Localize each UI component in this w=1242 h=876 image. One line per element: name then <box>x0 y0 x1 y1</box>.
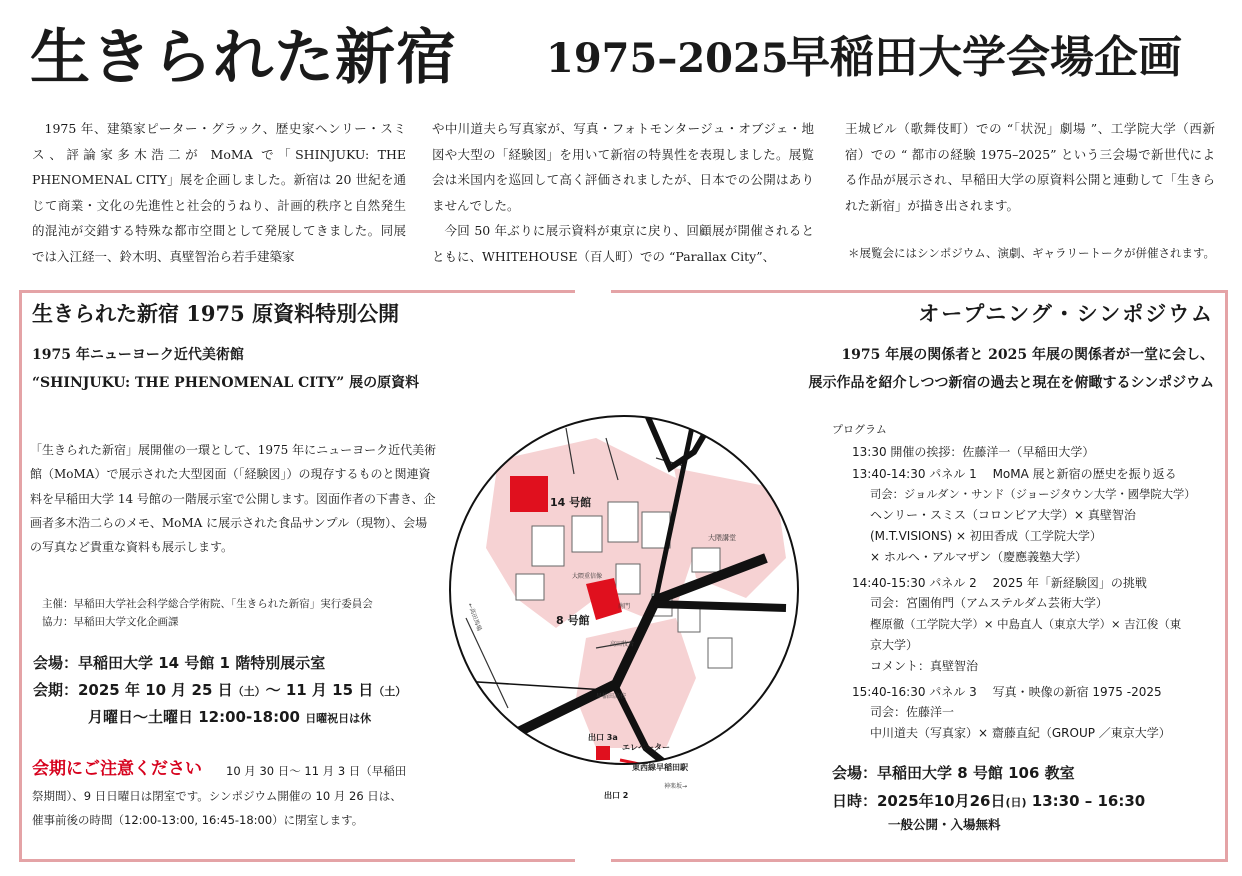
label-high-school: 早稲田高校 <box>596 693 627 700</box>
period-start: 会期：2025 年 10 月 25 日 <box>33 681 233 699</box>
admission-note: 一般公開・入場無料 <box>888 817 1001 832</box>
label-south-gate: 南門 <box>618 603 631 610</box>
program-item: 京大学） <box>870 638 919 652</box>
credit-cooperation: 協力：早稲田大学文化企画課 <box>42 616 179 628</box>
title-organization: 早稲田大学会場企画 <box>786 32 1182 83</box>
date-day: (日) <box>1005 796 1027 809</box>
label-okuma-hall: 大隈講堂 <box>708 534 736 542</box>
program-item: × ホルヘ・アルマザン（慶應義塾大学） <box>870 550 1088 564</box>
caution-text: 祭期間）、9 日日曜日は閉室です。シンポジウム開催の 10 月 26 日は、 <box>32 789 402 803</box>
label-kagurazaka: 神楽坂→ <box>664 783 688 790</box>
period-end: 〜 11 月 15 日 <box>265 681 374 699</box>
building <box>708 638 732 668</box>
program-item: 司会：佐藤洋一 <box>870 705 955 719</box>
program-item: 司会：宮園侑門（アムステルダム芸術大学） <box>870 596 1108 610</box>
exhibition-subheading: 1975 年ニューヨーク近代美術館 <box>32 347 244 363</box>
program-item: 14:40-15:30 パネル 2 2025 年「新経験図」の挑戦 <box>852 576 1147 590</box>
symposium-subheading: 1975 年展の関係者と 2025 年展の関係者が一堂に会し、 <box>841 347 1214 363</box>
program-item: 13:30 開催の挨拶：佐藤洋一（早稲田大学） <box>852 445 1095 459</box>
exit-3a-marker <box>596 746 610 760</box>
intro-note: ＊展覧会にはシンポジウム、演劇、ギャラリートークが併催されます。 <box>848 246 1216 260</box>
intro-column-1 <box>32 116 406 269</box>
label-exit-2: 出口 2 <box>604 791 629 800</box>
exhibition-venue: 会場：早稲田大学 14 号館 1 階特別展示室 <box>33 654 326 672</box>
symposium-subheading: 展示作品を紹介しつつ新宿の過去と現在を俯瞰するシンポジウム <box>808 375 1214 391</box>
label-takadanobaba: ←高田馬場 <box>466 602 483 632</box>
label-building-8: 8 号館 <box>556 614 590 627</box>
period-day: （土） <box>232 685 266 698</box>
caution-heading: 会期にご注意ください <box>32 759 202 779</box>
intro-column-2 <box>432 116 814 269</box>
building-14-highlight <box>510 476 548 512</box>
campus-map <box>446 408 802 856</box>
intro-paragraph: や中川道夫ら写真家が、写真・フォトモンタージュ・オブジェ・地図や大型の「経験図」を用いて新宿の特異性を表現しました。展覧会は米国内を巡回して高く評価されましたが、日本での公開はありませんでした。 <box>432 121 814 213</box>
caution-text: 10 月 30 日〜 11 月 3 日（早稲田 <box>226 764 407 778</box>
credit-host: 主催：早稲田大学社会科学総合学術院、「生きられた新宿」実行委員会 <box>42 598 373 610</box>
program-item: 中川道夫（写真家）× 齋藤直紀（GROUP ／東京大学） <box>870 726 1171 740</box>
program-item: 樫原徹（工学院大学）× 中島直人（東京大学）× 吉江俊（東 <box>870 617 1182 631</box>
building <box>692 548 720 572</box>
label-okuma-statue: 大隈重信像 <box>572 573 603 580</box>
building <box>572 516 602 552</box>
date-time: 13:30 – 16:30 <box>1026 792 1146 810</box>
program-item: 15:40-16:30 パネル 3 写真・映像の新宿 1975 -2025 <box>852 685 1162 699</box>
label-building-14: 14 号館 <box>550 496 592 509</box>
period-day: （土） <box>373 685 407 698</box>
symposium-venue: 会場：早稲田大学 8 号館 106 教室 <box>832 764 1075 782</box>
exhibition-description: 「生きられた新宿」展開催の一環として、1975 年にニューヨーク近代美術館（MoMA）で展示された大型図面（「経験図」）の現存するものと関連資料を早稲田大学 14 号館の一階展示室で公開します。図面作者の下書き、企画者多木浩二らのメモ、MoMA に展示された食品サンプル（現物）、会場の写真など貴重な資料も展示します。 <box>30 443 437 555</box>
intro-paragraph: 1975 年、建築家ピーター・グラック、歴史家ヘンリー・スミス、評論家多木浩二が MoMA で「SHINJUKU: THE PHENOMENAL CITY」展を企画しました。新宿は 20 世紀を通じて商業・文化の先進性と社会的うねり、計画的秩序と自然発生的混沌が交錯する特殊な都市空間として発展してきました。同展では入江経一、鈴木明、真壁智治ら若手建築家 <box>32 121 406 264</box>
caution-text: 催事前後の時間（12:00-13:00, 16:45-18:00）に閉室します。 <box>32 813 364 827</box>
exit-2-marker <box>610 774 624 788</box>
symposium-date <box>832 790 1145 814</box>
label-elevator: エレベーター <box>622 743 670 752</box>
label-takata-bokusha: 高田牧舎 <box>610 641 635 648</box>
exhibition-heading: 生きられた新宿 1975 原資料特別公開 <box>32 301 400 326</box>
road <box>654 604 786 608</box>
hours-note: 日曜祝日は休 <box>305 712 372 725</box>
program-item: 13:40-14:30 パネル 1 MoMA 展と新宿の歴史を振り返る <box>852 467 1177 481</box>
intro-paragraph: 王城ビル（歌舞伎町）での “「状況」劇場 ”、工学院大学（西新宿）での “ 都市の経験 1975–2025” という三会場で新世代による作品が展示され、早稲田大学の原資料公開と連動して「生きられた新宿」が描き出されます。 <box>845 121 1215 213</box>
program-item: ヘンリー・スミス（コロンビア大学）× 真壁智治 <box>870 508 1136 522</box>
title-years: 1975–2025 <box>546 35 789 82</box>
intro-column-3 <box>845 116 1215 218</box>
building <box>516 574 544 600</box>
building <box>608 502 638 542</box>
exhibition-subheading: “SHINJUKU: THE PHENOMENAL CITY” 展の原資料 <box>32 375 420 391</box>
program-label: プログラム <box>832 423 887 436</box>
exhibition-hours <box>88 706 371 730</box>
program-item: 司会：ジョルダン・サンド（ジョージタウン大学・國學院大学） <box>870 488 1196 501</box>
label-exit-3a: 出口 3a <box>588 733 618 742</box>
intro-paragraph: 今回 50 年ぶりに展示資料が東京に戻り、回顧展が開催されるとともに、WHITEHOUSE（百人町）での “Parallax City”、 <box>432 223 814 264</box>
page-title: 生きられた新宿 <box>30 23 457 93</box>
exhibition-period <box>33 679 406 703</box>
program-item: (M.T.VISIONS) × 初田香成（工学院大学） <box>870 529 1102 543</box>
label-station: 東西線早稲田駅 <box>632 763 688 772</box>
date-text: 日時：2025年10月26日 <box>832 792 1006 810</box>
hours-text: 月曜日〜土曜日 12:00-18:00 <box>88 708 300 726</box>
symposium-heading: オープニング・シンポジウム <box>918 301 1214 326</box>
program-item: コメント：真壁智治 <box>870 659 979 673</box>
building <box>532 526 564 566</box>
building <box>616 564 640 594</box>
